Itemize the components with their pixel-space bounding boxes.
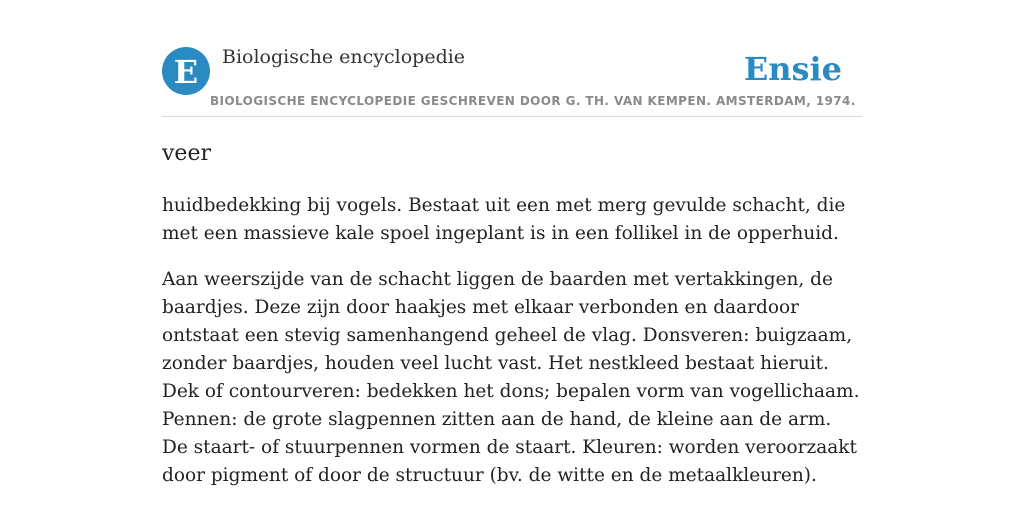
- book-title[interactable]: Biologische encyclopedie: [222, 46, 466, 68]
- logo-letter: E: [173, 53, 199, 91]
- page: [162, 0, 862, 486]
- brand-link[interactable]: Ensie: [743, 50, 842, 88]
- entry-paragraph-1: huidbedekking bij vogels. Bestaat uit een met merg gevulde schacht, die met een massieve kale spoel ingeplant is in een follikel in de opperhuid.: [162, 195, 846, 244]
- ensie-logo-icon[interactable]: [162, 47, 210, 95]
- entry-paragraph-2: Aan weerszijde van de schacht liggen de baarden met vertakkingen, de baardjes. Deze zijn door haakjes met elkaar verbonden en daardoor ontstaat een stevig samenhangend geheel de vlag. Donsveren: buigzaam, zonder baardjes, houden veel lucht vast. Het nestkleed bestaat hieruit. Dek of contourveren: bedekken het dons; bepalen vorm van vogellichaam. Pennen: de grote slagpennen zitten aan de hand, de kleine aan de arm. De staart- of stuurpennen vormen de staart. Kleuren: worden veroorzaakt door pigment of door de structuur (bv. de witte en de metaalkleuren).: [162, 269, 860, 486]
- entry-headword: veer: [162, 141, 211, 166]
- entry-body: [162, 192, 862, 508]
- source-subtitle: BIOLOGISCHE ENCYCLOPEDIE GESCHREVEN DOOR G. TH. VAN KEMPEN. AMSTERDAM, 1974.: [210, 94, 856, 108]
- header: [162, 0, 862, 117]
